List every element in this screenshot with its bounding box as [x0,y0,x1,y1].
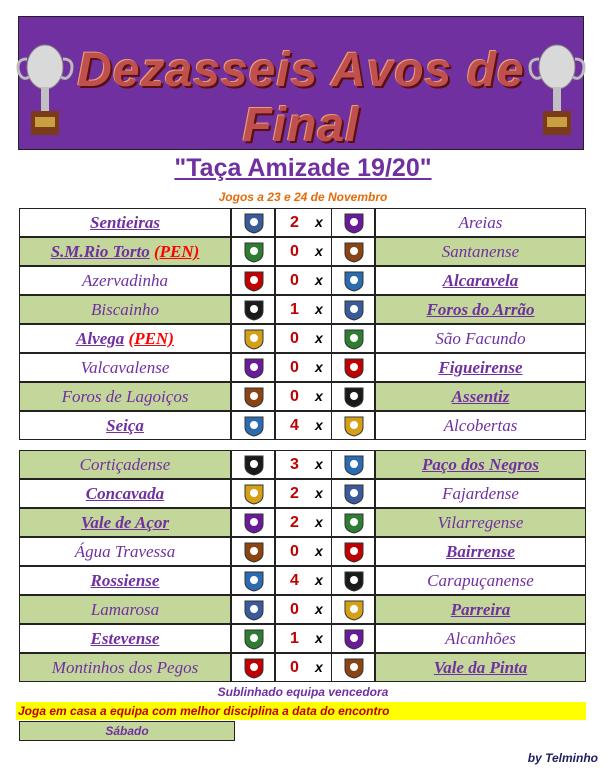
home-score: 0 [290,659,299,676]
home-team-name: Concavada [85,484,165,503]
home-crest [231,653,275,682]
away-team [375,324,586,353]
home-team [19,266,231,295]
penalty-marker: (PEN) [128,329,174,348]
match-row [19,324,586,353]
home-score: 4 [290,417,299,434]
away-crest [331,295,375,324]
home-score: 1 [290,301,299,318]
match-row [19,653,586,682]
club-crest-icon [243,657,265,679]
club-crest-icon [243,212,265,234]
match-row [19,450,586,479]
home-score: 4 [290,572,299,589]
home-crest [231,382,275,411]
club-crest-icon [243,512,265,534]
away-team [375,237,586,266]
away-team-name: Vale da Pinta [433,658,528,677]
match-row [19,353,586,382]
score-separator: x [315,543,323,559]
score-separator: x [315,243,323,259]
home-team-name: Alvega [76,329,125,348]
home-team-name: Rossiense [90,571,160,590]
home-score: 0 [290,601,299,618]
away-team-name: Alcobertas [443,416,518,435]
home-score: 0 [290,272,299,289]
away-team [375,624,586,653]
match-row [19,237,586,266]
score-separator: x [315,330,323,346]
club-crest-icon [343,454,365,476]
home-crest [231,624,275,653]
home-team-name: Biscainho [91,300,159,319]
home-team [19,653,231,682]
club-crest-icon [243,270,265,292]
club-crest-icon [343,299,365,321]
club-crest-icon [243,570,265,592]
home-team [19,450,231,479]
club-crest-icon [243,454,265,476]
home-crest [231,324,275,353]
home-score: 0 [290,543,299,560]
away-team [375,295,586,324]
score-separator: x [315,630,323,646]
home-team-name: Valcavalense [80,358,170,377]
home-team-name: S.M.Rio Torto [50,242,150,261]
banner-title: Dezasseis Avos de Final [77,44,525,152]
away-team [375,450,586,479]
away-team-name: Paço dos Negros [421,455,540,474]
home-team-name: Vale de Açor [80,513,170,532]
club-crest-icon [343,241,365,263]
club-crest-icon [343,483,365,505]
home-team [19,508,231,537]
club-crest-icon [343,328,365,350]
away-team-name: Assentiz [451,387,510,406]
away-crest [331,382,375,411]
away-crest [331,208,375,237]
match-row [19,624,586,653]
club-crest-icon [343,212,365,234]
away-team-name: Alcanhões [445,629,516,648]
score-separator: x [315,601,323,617]
home-team [19,566,231,595]
home-crest [231,537,275,566]
home-team-name: Montinhos dos Pegos [51,658,199,677]
score-separator: x [315,659,323,675]
club-crest-icon [243,541,265,563]
club-crest-icon [343,628,365,650]
home-team [19,353,231,382]
home-score: 0 [290,359,299,376]
away-team [375,382,586,411]
away-team-name: Foros do Arrão [426,300,535,319]
home-crest [231,208,275,237]
club-crest-icon [343,415,365,437]
home-crest [231,411,275,440]
home-rule-note: Joga em casa a equipa com melhor disciplina a data do encontro [16,702,586,720]
club-crest-icon [343,570,365,592]
away-team [375,479,586,508]
trophy-icon [527,37,587,147]
away-team [375,566,586,595]
home-team-name: Estevense [90,629,160,648]
away-team [375,537,586,566]
home-team [19,382,231,411]
away-team-name: São Facundo [435,329,526,348]
away-team-name: Fajardense [442,484,519,503]
club-crest-icon [243,241,265,263]
score-separator: x [315,301,323,317]
away-team [375,353,586,382]
away-crest [331,266,375,295]
home-team [19,479,231,508]
home-team [19,237,231,266]
home-crest [231,237,275,266]
penalty-marker: (PEN) [153,242,200,261]
match-row [19,411,586,440]
club-crest-icon [343,512,365,534]
home-crest [231,479,275,508]
home-crest [231,595,275,624]
home-score: 3 [290,456,299,473]
away-team-name: Figueirense [438,358,523,377]
club-crest-icon [343,386,365,408]
club-crest-icon [243,386,265,408]
match-row [19,382,586,411]
away-team-name: Alcaravela [442,271,519,290]
match-row [19,537,586,566]
match-row [19,479,586,508]
club-crest-icon [243,328,265,350]
home-team-name: Seiça [106,416,144,435]
home-team-name: Foros de Lagoiços [61,387,189,406]
club-crest-icon [343,657,365,679]
match-row [19,208,586,237]
home-team [19,624,231,653]
away-crest [331,450,375,479]
club-crest-icon [343,541,365,563]
club-crest-icon [243,599,265,621]
away-team-name: Parreira [450,600,511,619]
score-separator: x [315,514,323,530]
home-team [19,537,231,566]
home-team [19,411,231,440]
away-team-name: Carapuçanense [427,571,534,590]
match-row [19,508,586,537]
home-score: 0 [290,243,299,260]
away-crest [331,479,375,508]
home-team-name: Lamarosa [90,600,160,619]
away-team [375,595,586,624]
away-crest [331,237,375,266]
away-crest [331,324,375,353]
away-team-name: Bairrense [446,542,515,561]
away-team [375,653,586,682]
home-score: 0 [290,388,299,405]
away-team-name: Areias [458,213,503,232]
title-banner [18,16,584,150]
club-crest-icon [343,599,365,621]
home-crest [231,266,275,295]
away-team [375,208,586,237]
club-crest-icon [343,270,365,292]
home-crest [231,566,275,595]
away-crest [331,537,375,566]
score-separator: x [315,485,323,501]
home-crest [231,295,275,324]
home-team-name: Água Travessa [74,542,176,561]
match-row [19,266,586,295]
home-score: 2 [290,514,299,531]
match-dates: Jogos a 23 e 24 de Novembro [218,190,388,204]
away-crest [331,566,375,595]
score-separator: x [315,456,323,472]
away-team [375,508,586,537]
legend-note: Sublinhado equipa vencedora [217,685,389,699]
club-crest-icon [243,299,265,321]
home-team-name: Sentieiras [90,213,160,232]
home-team [19,595,231,624]
home-score: 0 [290,330,299,347]
author-credit: by Telminho [527,751,598,765]
home-score: 2 [290,485,299,502]
home-team-name: Cortiçadense [79,455,171,474]
match-row [19,295,586,324]
away-team-name: Vilarregense [437,513,524,532]
score-separator: x [315,572,323,588]
score-separator: x [315,359,323,375]
away-crest [331,353,375,382]
club-crest-icon [343,357,365,379]
match-row [19,566,586,595]
club-crest-icon [243,415,265,437]
away-crest [331,653,375,682]
score-separator: x [315,214,323,230]
club-crest-icon [243,357,265,379]
away-team [375,411,586,440]
away-crest [331,508,375,537]
score-separator: x [315,272,323,288]
home-crest [231,450,275,479]
club-crest-icon [243,628,265,650]
match-row [19,595,586,624]
club-crest-icon [243,483,265,505]
home-team-name: Azervadinha [82,271,168,290]
cup-title: "Taça Amizade 19/20" [174,154,432,182]
saturday-label: Sábado [19,721,235,741]
score-separator: x [315,417,323,433]
away-crest [331,595,375,624]
home-score: 1 [290,630,299,647]
home-team [19,324,231,353]
away-team-name: Santanense [441,242,520,261]
home-score: 2 [290,214,299,231]
home-team [19,295,231,324]
home-team [19,208,231,237]
score-separator: x [315,388,323,404]
away-team [375,266,586,295]
home-crest [231,508,275,537]
home-crest [231,353,275,382]
away-crest [331,624,375,653]
away-crest [331,411,375,440]
